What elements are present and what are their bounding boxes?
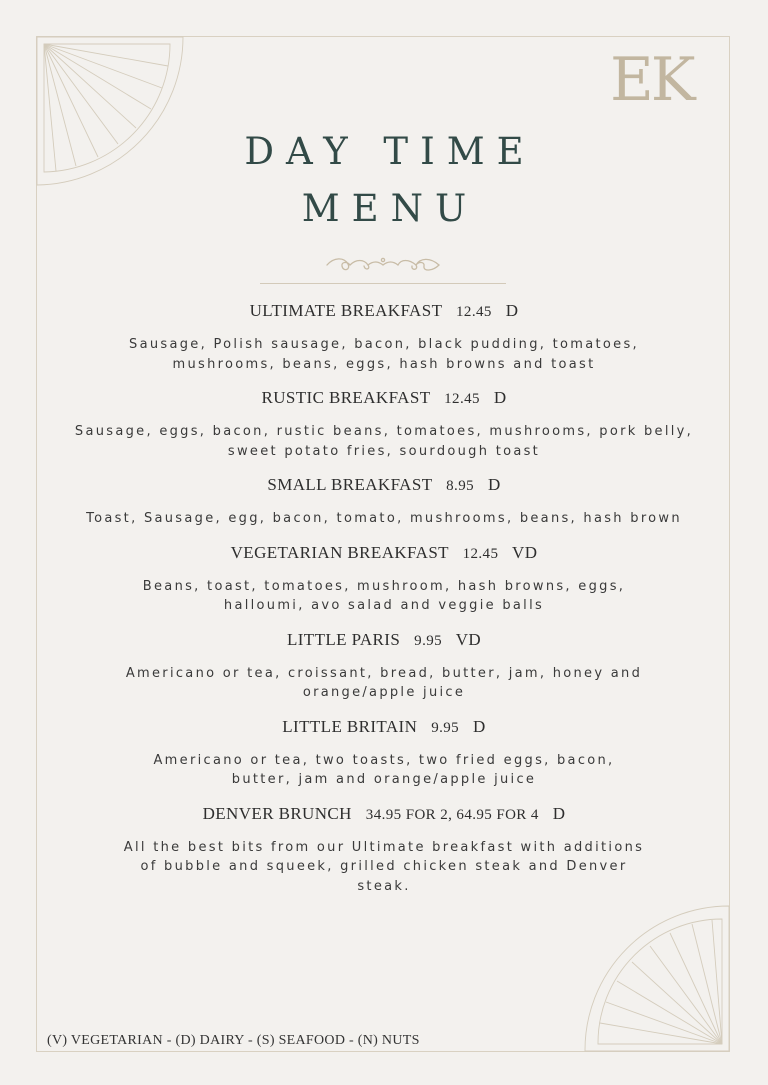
menu-title-line-1: DAY TIME (244, 130, 536, 173)
dietary-legend: (V) VEGETARIAN - (D) DAIRY - (S) SEAFOOD - (N) NUTS (47, 1033, 420, 1048)
menu-item-tags: D (487, 475, 501, 494)
menu-item (48, 542, 720, 616)
menu-item-price: 9.95 (431, 719, 460, 736)
menu-item-name: SMALL BREAKFAST (267, 475, 433, 494)
menu-list (48, 300, 720, 896)
menu-item-name: DENVER BRUNCH (202, 803, 352, 823)
menu-item-tags: D (552, 803, 566, 823)
menu-item-heading (48, 803, 720, 826)
menu-item (48, 629, 720, 703)
menu-item-description: Toast, Sausage, egg, bacon, tomato, mushrooms, beans, hash brown (86, 511, 682, 526)
menu-item-price: 12.45 (444, 391, 480, 407)
menu-item (48, 474, 720, 529)
menu-item-name: LITTLE BRITAIN (282, 716, 418, 736)
menu-item-price: 9.95 (414, 632, 443, 649)
menu-item (48, 300, 720, 374)
menu-item-name: ULTIMATE BREAKFAST (249, 301, 443, 320)
menu-item-description: Sausage, eggs, bacon, rustic beans, tomatoes, mushrooms, pork belly, sweet potato fries, sourdough toast (74, 424, 694, 459)
ek-logo: EK (610, 45, 693, 115)
menu-item-description: Beans, toast, tomatoes, mushroom, hash browns, eggs, halloumi, avo salad and veggie balls (142, 578, 626, 613)
menu-item-heading (48, 387, 720, 410)
menu-item (48, 803, 720, 897)
menu-item-tags: D (493, 388, 507, 407)
menu-item-description: Sausage, Polish sausage, bacon, black pudding, tomatoes, mushrooms, beans, eggs, hash browns and toast (129, 337, 639, 372)
menu-item-name: RUSTIC BREAKFAST (261, 388, 431, 407)
menu-item-heading (48, 300, 720, 323)
divider-line (260, 283, 506, 284)
menu-item-name: VEGETARIAN BREAKFAST (230, 542, 449, 562)
menu-item-price: 34.95 FOR 2, 64.95 FOR 4 (365, 806, 539, 823)
menu-item-tags: VD (512, 542, 538, 562)
menu-title-line-2: MENU (301, 187, 479, 230)
menu-item-description: All the best bits from our Ultimate breakfast with additions of bubble and squeek, grilled chicken steak and Denver steak. (123, 839, 645, 894)
art-deco-fan-corner-bottom-right (584, 905, 730, 1052)
menu-item-tags: D (505, 301, 519, 320)
menu-item-heading (48, 629, 720, 652)
menu-item-description: Americano or tea, croissant, bread, butter, jam, honey and orange/apple juice (125, 665, 643, 700)
menu-item-price: 12.45 (462, 545, 499, 562)
menu-item-description: Americano or tea, two toasts, two fried eggs, bacon, butter, jam and orange/apple juice (153, 752, 615, 787)
menu-item (48, 716, 720, 790)
menu-item-tags: VD (455, 629, 482, 649)
menu-item-price: 12.45 (456, 304, 492, 320)
menu-item-tags: D (473, 716, 486, 736)
menu-item-price: 8.95 (446, 478, 475, 494)
menu-item-heading (48, 542, 720, 565)
menu-item-heading (48, 474, 720, 497)
menu-item-heading (48, 716, 720, 739)
menu-item (48, 387, 720, 461)
flourish-ornament-icon (324, 253, 442, 275)
menu-item-name: LITTLE PARIS (286, 629, 401, 649)
